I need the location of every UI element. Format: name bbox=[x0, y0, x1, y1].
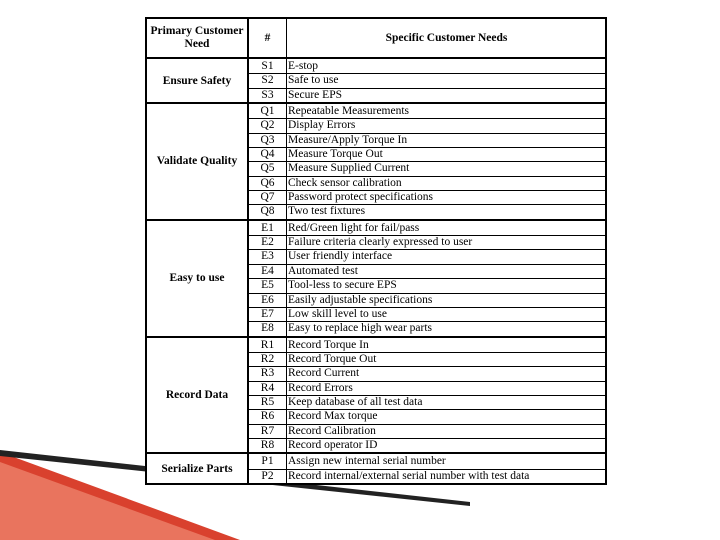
need-text: E-stop bbox=[288, 60, 319, 72]
need-text: Record Torque In bbox=[288, 338, 369, 351]
need-id: Q7 bbox=[260, 191, 275, 204]
need-id: R3 bbox=[260, 367, 275, 380]
need-text: Display Errors bbox=[288, 119, 356, 132]
need-text: Repeatable Measurements bbox=[288, 105, 410, 118]
need-text: Failure criteria clearly expressed to user bbox=[288, 236, 473, 249]
need-text: Measure Torque Out bbox=[288, 148, 383, 161]
need-text: Record Max torque bbox=[288, 410, 378, 423]
need-id: E3 bbox=[261, 250, 274, 263]
need-id: E4 bbox=[261, 264, 274, 277]
need-id: R8 bbox=[260, 438, 275, 451]
need-text: Two test fixtures bbox=[288, 205, 366, 218]
header-id: # bbox=[264, 31, 271, 44]
group-label: Record Data bbox=[165, 388, 229, 401]
need-text: Record Current bbox=[288, 367, 360, 380]
need-text: Tool-less to secure EPS bbox=[288, 279, 397, 292]
need-text: Automated test bbox=[288, 264, 358, 277]
need-id: E7 bbox=[261, 307, 274, 320]
need-id: P1 bbox=[261, 455, 274, 468]
need-text: Assign new internal serial number bbox=[288, 455, 446, 468]
need-text: Low skill level to use bbox=[288, 307, 388, 320]
need-id: P2 bbox=[261, 469, 274, 482]
need-id: R1 bbox=[260, 338, 275, 351]
need-id: E8 bbox=[261, 322, 274, 335]
need-id: E1 bbox=[261, 221, 274, 234]
group-label: Validate Quality bbox=[156, 155, 238, 168]
need-id: Q1 bbox=[260, 105, 275, 118]
need-id: E2 bbox=[261, 236, 274, 249]
need-text: Keep database of all test data bbox=[288, 395, 423, 408]
need-text: Easily adjustable specifications bbox=[288, 293, 433, 306]
need-text: Record Torque Out bbox=[288, 352, 377, 365]
need-text: Red/Green light for fail/pass bbox=[288, 221, 420, 234]
need-text: Secure EPS bbox=[288, 88, 342, 101]
need-text: Record Calibration bbox=[288, 424, 376, 437]
need-id: Q2 bbox=[260, 119, 275, 132]
group-label: Easy to use bbox=[169, 272, 225, 285]
need-id: S1 bbox=[261, 60, 274, 72]
need-text: Record Errors bbox=[288, 381, 353, 394]
need-id: Q6 bbox=[260, 176, 275, 189]
need-id: E6 bbox=[261, 293, 274, 306]
group-label: Serialize Parts bbox=[161, 462, 233, 475]
need-id: Q3 bbox=[260, 133, 275, 146]
need-text: Safe to use bbox=[288, 74, 339, 87]
need-id: R4 bbox=[260, 381, 275, 394]
need-id: R2 bbox=[260, 352, 275, 365]
need-id: R5 bbox=[260, 395, 275, 408]
need-id: R7 bbox=[260, 424, 275, 437]
need-text: User friendly interface bbox=[288, 250, 393, 263]
need-id: E5 bbox=[261, 279, 274, 292]
need-text: Easy to replace high wear parts bbox=[288, 322, 433, 335]
need-text: Password protect specifications bbox=[288, 191, 433, 204]
need-text: Measure Supplied Current bbox=[288, 162, 410, 175]
need-id: R6 bbox=[260, 410, 275, 423]
need-text: Measure/Apply Torque In bbox=[288, 133, 408, 146]
need-id: S3 bbox=[261, 88, 274, 101]
need-text: Record operator ID bbox=[288, 438, 378, 451]
need-id: Q8 bbox=[260, 205, 275, 218]
customer-needs-table bbox=[145, 17, 607, 485]
group-label: Ensure Safety bbox=[162, 74, 232, 87]
header-specific-needs: Specific Customer Needs bbox=[385, 31, 508, 44]
need-id: Q4 bbox=[260, 148, 275, 161]
need-id: Q5 bbox=[260, 162, 275, 175]
header-primary-need: Primary Customer Need bbox=[150, 25, 244, 50]
need-text: Check sensor calibration bbox=[288, 176, 402, 189]
need-text: Record internal/external serial number with test data bbox=[288, 469, 530, 482]
need-id: S2 bbox=[261, 74, 274, 87]
